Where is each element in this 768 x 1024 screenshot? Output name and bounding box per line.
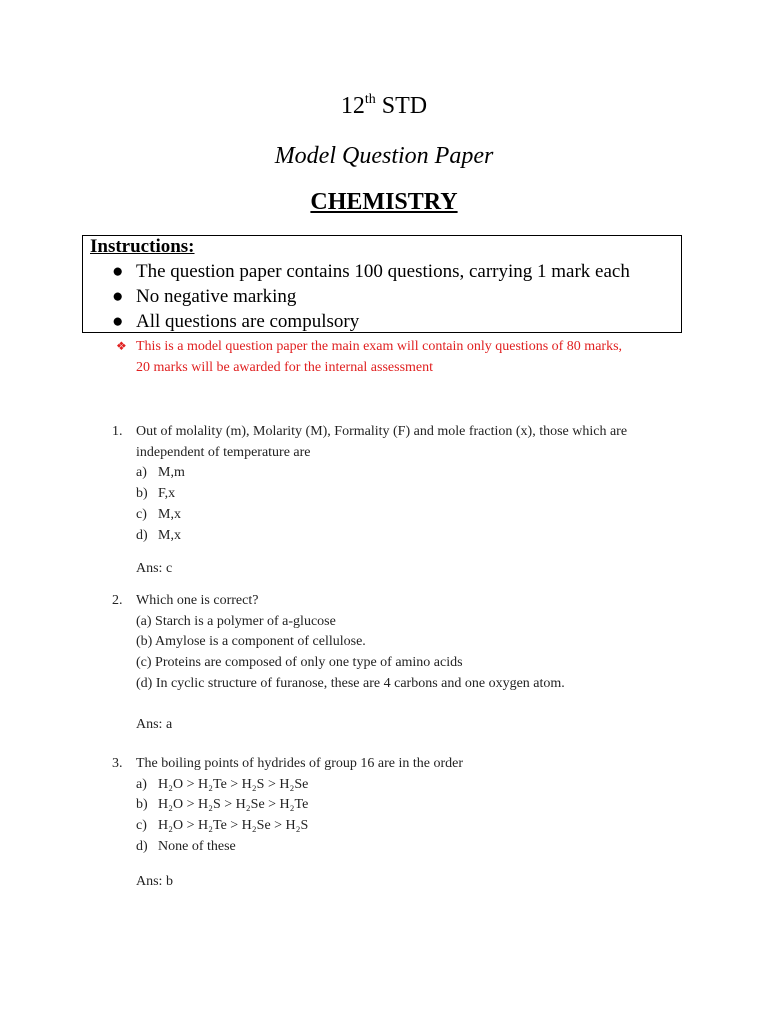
question-text: Which one is correct? (136, 593, 259, 608)
subject-title: CHEMISTRY (310, 189, 458, 215)
option-c: c) M,x (136, 506, 181, 522)
instruction-item (112, 310, 359, 334)
note-line-2: 20 marks will be awarded for the internal assessment (136, 360, 434, 375)
instructions-heading: Instructions: (90, 236, 195, 257)
instruction-text: No negative marking (136, 286, 297, 307)
option-b: (b) Amylose is a component of cellulose. (136, 634, 366, 650)
paper-subtitle: Model Question Paper (274, 143, 494, 169)
bullet-icon: ● (112, 261, 124, 282)
option-b: b) H₂O > H₂S > H₂Se > H₂Te (136, 797, 309, 813)
grade-suffix: th (364, 92, 376, 107)
option-a: (a) Starch is a polymer of a-glucose (136, 613, 336, 629)
instruction-item (112, 285, 296, 309)
assessment-note (116, 336, 676, 378)
grade-number: 12 (340, 93, 365, 119)
question-3 (112, 754, 692, 892)
question-number: 1. (112, 424, 123, 439)
note-line-1: This is a model question paper the main exam will contain only questions of 80 marks, (136, 339, 623, 354)
answer-text: Ans: a (136, 716, 173, 732)
answer-text: Ans: c (136, 561, 173, 577)
option-a: a) M,m (136, 465, 185, 481)
bullet-icon: ● (112, 286, 124, 307)
question-number: 3. (112, 756, 123, 771)
option-c: c) H₂O > H₂Te > H₂Se > H₂S (136, 818, 309, 834)
question-1 (112, 422, 692, 580)
answer-text: Ans: b (136, 873, 173, 889)
question-number: 2. (112, 593, 123, 608)
option-a: a) H₂O > H₂Te > H₂S > H₂Se (136, 776, 309, 792)
question-text: Out of molality (m), Molarity (M), Formality (F) and mole fraction (x), those which are independent of temperature are (136, 424, 628, 460)
option-b: b) F,x (136, 486, 176, 502)
option-d: d) M,x (136, 527, 181, 543)
question-2 (112, 591, 692, 735)
option-d: (d) In cyclic structure of furanose, these are 4 carbons and one oxygen atom. (136, 675, 565, 691)
page-title-grade (0, 90, 768, 122)
bullet-icon: ● (112, 311, 124, 332)
grade-label: STD (375, 93, 428, 119)
option-c: (c) Proteins are composed of only one type of amino acids (136, 655, 463, 671)
instruction-item (112, 260, 630, 284)
instruction-text: The question paper contains 100 questions, carrying 1 mark each (136, 261, 630, 282)
diamond-bullet-icon: ❖ (116, 339, 127, 353)
question-text: The boiling points of hydrides of group 16 are in the order (136, 756, 463, 771)
option-d: d) None of these (136, 838, 236, 854)
instruction-text: All questions are compulsory (136, 311, 360, 332)
